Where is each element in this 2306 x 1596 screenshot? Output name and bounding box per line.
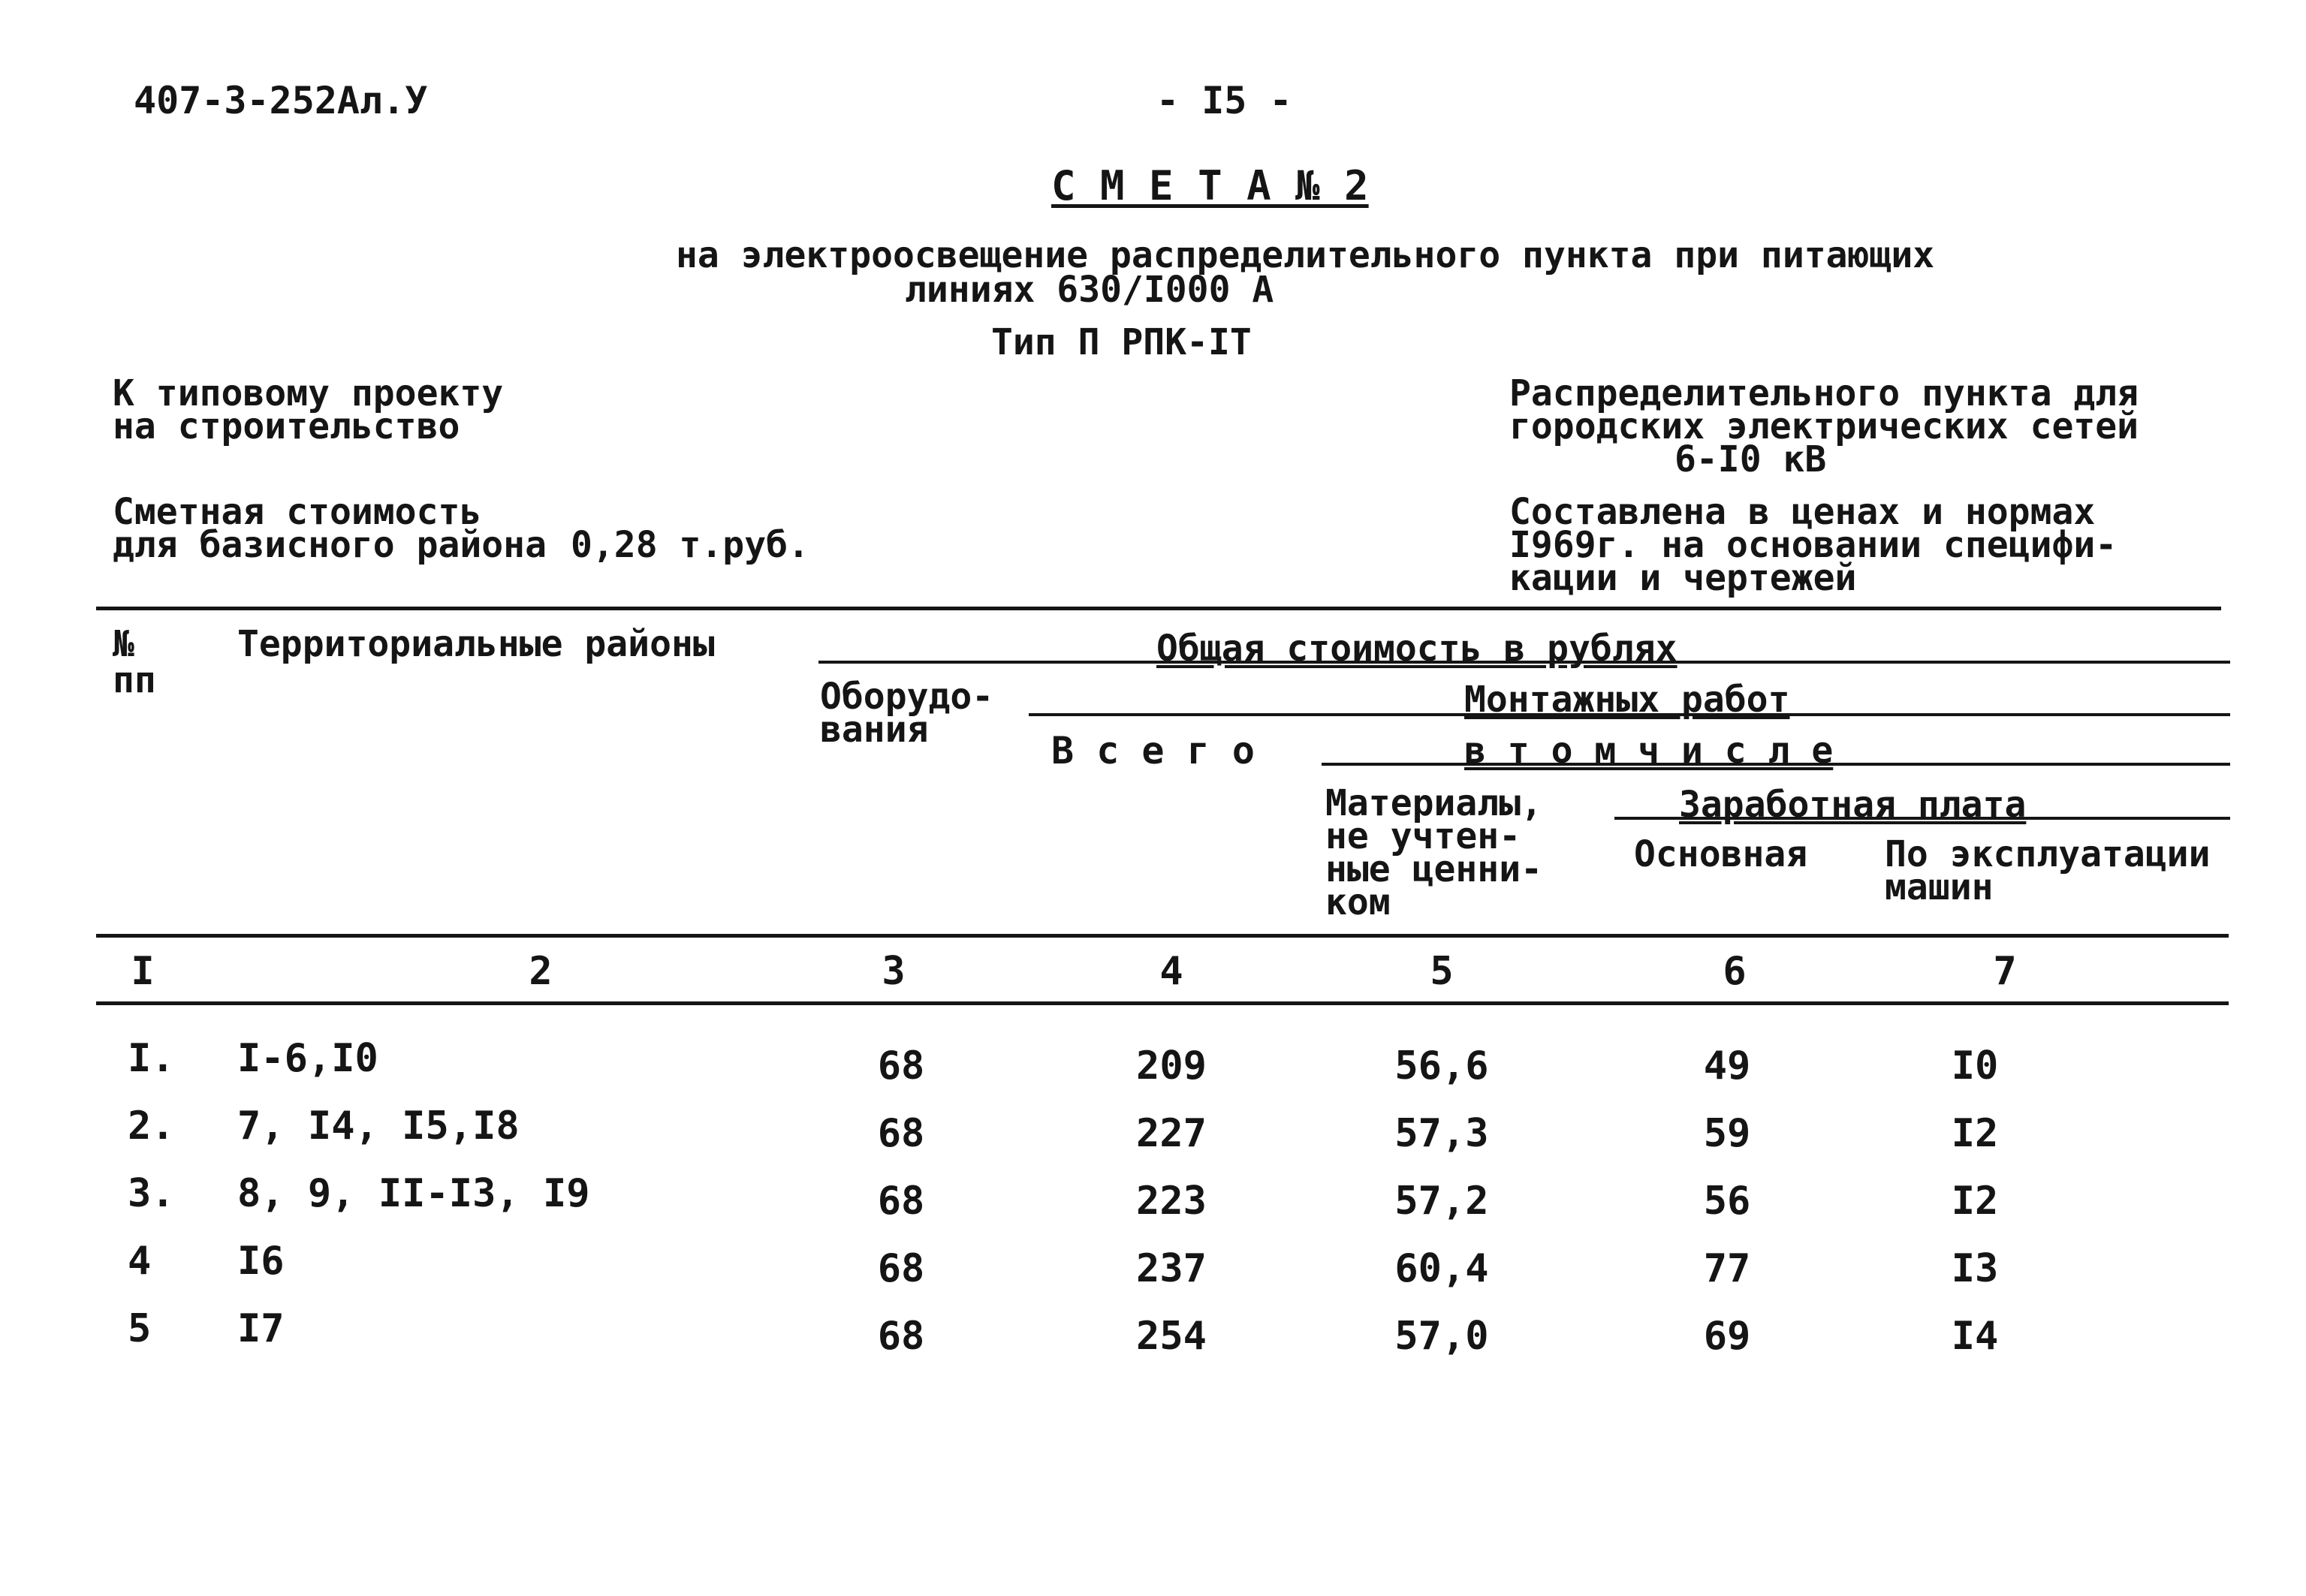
- row-equipment: 68: [877, 1111, 925, 1156]
- row-equipment: 68: [877, 1314, 925, 1359]
- row-materials: 60,4: [1394, 1246, 1489, 1291]
- row-machines: I2: [1951, 1179, 1999, 1224]
- compiled-note-line-1: Составлена в ценах и нормах: [1509, 491, 2096, 533]
- header-num-pp: пп: [113, 659, 156, 701]
- col-number-4: 4: [1159, 949, 1183, 994]
- header-basic: Основная: [1634, 833, 1808, 875]
- col-number-3: 3: [882, 949, 906, 994]
- row-basic: 59: [1703, 1111, 1751, 1156]
- header-equipment-line-2: вания: [820, 709, 929, 751]
- row-number: 5: [128, 1306, 152, 1351]
- row-region: 7, I4, I5,I8: [237, 1104, 520, 1149]
- header-total-cost: Общая стоимость в рублях: [1156, 628, 1678, 670]
- row-number: I.: [128, 1036, 175, 1081]
- row-total: 227: [1136, 1111, 1207, 1156]
- project-name-line-2: городских электрических сетей: [1509, 405, 2139, 447]
- header-materials-line-2: не учтен-: [1325, 815, 1521, 857]
- row-materials: 57,0: [1394, 1314, 1489, 1359]
- document-code: 407-3-252Ал.У: [134, 79, 428, 122]
- type-line: Тип П РПК-IТ: [991, 321, 1252, 363]
- page-number: - I5 -: [1156, 79, 1292, 122]
- row-number: 3.: [128, 1171, 175, 1216]
- row-region: I-6,I0: [237, 1036, 378, 1081]
- header-materials-line-3: ные ценни-: [1325, 848, 1542, 890]
- row-region: I7: [237, 1306, 285, 1351]
- row-basic: 77: [1703, 1246, 1751, 1291]
- header-num-sign: №: [113, 623, 134, 665]
- header-all: В с е г о: [1051, 729, 1255, 772]
- header-regions: Территориальные районы: [237, 623, 715, 665]
- row-materials: 56,6: [1394, 1043, 1489, 1089]
- subtitle-line-2: линиях 630/I000 А: [905, 269, 1274, 311]
- row-basic: 69: [1703, 1314, 1751, 1359]
- row-number: 2.: [128, 1104, 175, 1149]
- row-total: 223: [1136, 1179, 1207, 1224]
- project-name-line-3: 6-I0 кВ: [1674, 438, 1827, 480]
- row-region: I6: [237, 1239, 285, 1284]
- row-equipment: 68: [877, 1179, 925, 1224]
- header-equipment-line-1: Оборудо-: [820, 676, 994, 718]
- cost-label-line-1: Сметная стоимость: [113, 491, 482, 533]
- col-number-5: 5: [1430, 949, 1454, 994]
- estimate-title: С М Е Т А № 2: [1051, 162, 1369, 209]
- col-number-6: 6: [1723, 949, 1747, 994]
- project-name-line-1: Распределительного пункта для: [1509, 372, 2139, 414]
- col-number-2: 2: [529, 949, 553, 994]
- header-machines-line-2: машин: [1885, 866, 1994, 908]
- row-materials: 57,3: [1394, 1111, 1489, 1156]
- subtitle-line-1: на электроосвещение распределительного пункта при питающих: [676, 234, 1935, 276]
- row-region: 8, 9, II-I3, I9: [237, 1171, 590, 1216]
- col-number-7: 7: [1993, 949, 2017, 994]
- header-bottom-rule: [96, 934, 2229, 938]
- header-machines-line-1: По эксплуатации: [1885, 833, 2211, 875]
- row-number: 4: [128, 1239, 152, 1284]
- project-label-line-1: К типовому проекту: [113, 372, 504, 414]
- row-equipment: 68: [877, 1043, 925, 1089]
- col-number-1: I: [131, 949, 155, 994]
- row-total: 209: [1136, 1043, 1207, 1089]
- table-top-rule: [96, 607, 2221, 610]
- header-materials-line-4: ком: [1325, 881, 1391, 923]
- row-equipment: 68: [877, 1246, 925, 1291]
- row-machines: I4: [1951, 1314, 1999, 1359]
- row-basic: 56: [1703, 1179, 1751, 1224]
- row-machines: I0: [1951, 1043, 1999, 1089]
- col-numbers-bottom-rule: [96, 1001, 2229, 1005]
- header-materials-line-1: Материалы,: [1325, 782, 1542, 824]
- row-materials: 57,2: [1394, 1179, 1489, 1224]
- project-label-line-2: на строительство: [113, 405, 460, 447]
- header-including: в т о м ч и с л е: [1464, 730, 1834, 772]
- header-wages: Заработная плата: [1679, 784, 2027, 826]
- row-total: 254: [1136, 1314, 1207, 1359]
- cost-label-line-2: для базисного района: [113, 524, 547, 566]
- row-basic: 49: [1703, 1043, 1751, 1089]
- row-total: 237: [1136, 1246, 1207, 1291]
- compiled-note-line-2: I969г. на основании специфи-: [1509, 524, 2118, 566]
- row-machines: I3: [1951, 1246, 1999, 1291]
- compiled-note-line-3: кации и чертежей: [1509, 557, 1857, 599]
- row-machines: I2: [1951, 1111, 1999, 1156]
- header-install: Монтажных работ: [1464, 679, 1790, 721]
- cost-value: 0,28 т.руб.: [571, 524, 809, 566]
